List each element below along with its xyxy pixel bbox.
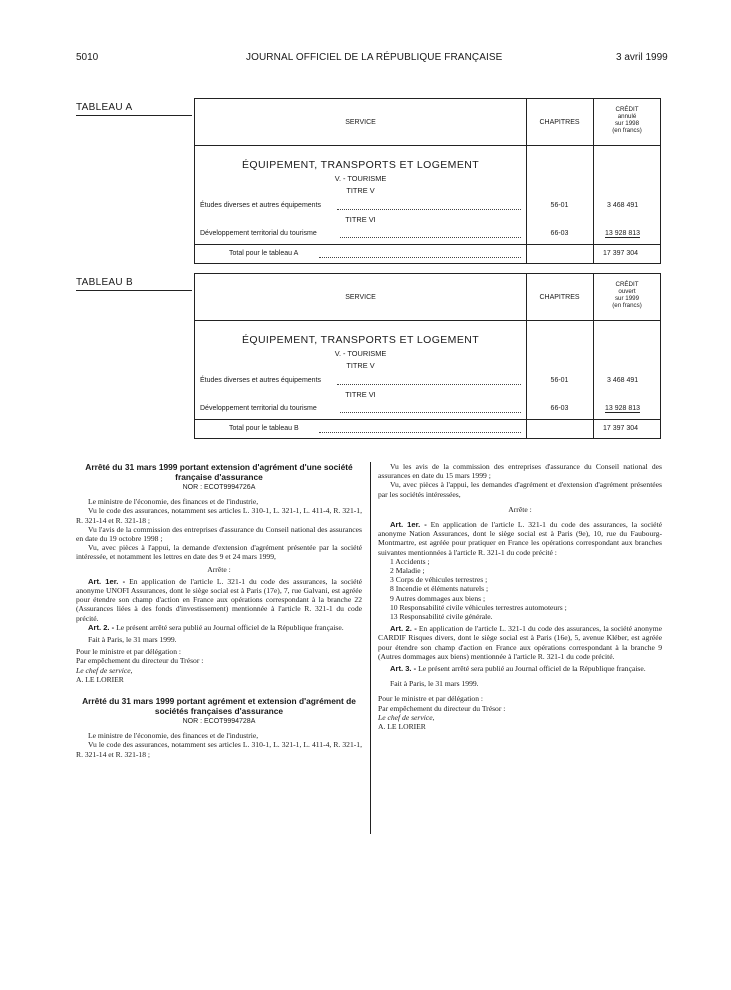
branch-item: 8 Incendie et éléments naturels ;	[390, 584, 489, 594]
table-a-col-credit: CRÉDIT annulé sur 1998 (en francs)	[612, 106, 642, 134]
decree-1-vu-code: Vu le code des assurances, notamment ses articles L. 310-1, L. 321-1, L. 411-4, R. 321-1, R. 321-14 et R. 321-18 ;	[76, 506, 362, 525]
table-b-col-chapitres: CHAPITRES	[539, 294, 580, 301]
decree-1-article-2: Art. 2. - Le présent arrêté sera publié au Journal officiel de la République française.	[88, 622, 344, 632]
decree-1-title: Arrêté du 31 mars 1999 portant extension d'agrément d'une société française d'assurance	[85, 462, 353, 482]
column-divider	[370, 462, 371, 834]
decree-1-signature-line-1: Pour le ministre et par délégation :	[76, 647, 182, 657]
table-a-ministry: ÉQUIPEMENT, TRANSPORTS ET LOGEMENT	[241, 159, 480, 171]
decree-2-vu-avis: Vu les avis de la commission des entreprises d'assurance du Conseil national des assurances en date du 15 mars 1999 ;	[378, 462, 662, 481]
decree-2-signatory: A. LE LORIER	[378, 722, 426, 732]
decree-2-fait: Fait à Paris, le 31 mars 1999.	[390, 679, 479, 689]
table-a-col-service: SERVICE	[345, 119, 376, 126]
table-b-label: TABLEAU B	[76, 277, 133, 288]
decree-2-minister: Le ministre de l'économie, des finances et de l'industrie,	[88, 731, 259, 741]
issue-date: 3 avril 1999	[616, 52, 668, 63]
decree-2-vu-demandes: Vu, avec pièces à l'appui, les demandes d'agrément et d'extension d'agrément présentées par les sociétés intéressées,	[378, 480, 662, 499]
decree-1-signature-line-2: Par empêchement du directeur du Trésor :	[76, 656, 204, 666]
table-b-total-label: Total pour le tableau B	[229, 425, 299, 432]
table-a-titre-v: TITRE V	[346, 186, 375, 195]
decree-1-vu-avis: Vu l'avis de la commission des entreprises d'assurance du Conseil national des assurances en date du 19 octobre 1998 ;	[76, 524, 362, 544]
table-b-row2-label: Développement territorial du tourisme	[200, 405, 317, 412]
decree-2-arrete: Arrête :	[508, 504, 532, 514]
branch-item: 9 Autres dommages aux biens ;	[390, 593, 486, 603]
right-column	[378, 462, 662, 731]
decree-2-signature-line-2: Par empêchement du directeur du Trésor :	[378, 703, 506, 713]
table-b-total-amount: 17 397 304	[603, 425, 639, 432]
decree-2-article-1: Art. 1er. - En application de l'article L. 321-1 du code des assurances, la société anonyme Nation Assurances, dont le siège social est à Paris (9e), 10, rue du Faubourg-Montmartre, est agréée pour pratiquer en France les opérations correspondant aux branches suivantes mentionnées à l'article R. 321-1 du code précité :	[378, 520, 662, 557]
table-b-row2-chapter: 66-03	[550, 405, 569, 412]
table-b-row1-label: Études diverses et autres équipements	[200, 377, 322, 384]
table-a-col-chapitres: CHAPITRES	[539, 119, 580, 126]
table-b-row2-amount: 13 928 813	[605, 405, 641, 412]
journal-title: JOURNAL OFFICIEL DE LA RÉPUBLIQUE FRANÇAISE	[246, 52, 503, 63]
decree-2-article-3: Art. 3. - Le présent arrêté sera publié au Journal officiel de la République française.	[390, 664, 646, 674]
decree-1-signatory: A. LE LORIER	[76, 674, 124, 684]
table-b-titre-v: TITRE V	[346, 361, 375, 370]
page-number: 5010	[76, 52, 99, 63]
table-a-titre-vi: TITRE VI	[345, 215, 376, 224]
branch-item: 10 Responsabilité civile véhicules terrestres automoteurs ;	[390, 602, 567, 612]
branch-item: 1 Accidents ;	[390, 556, 430, 566]
table-b-ministry: ÉQUIPEMENT, TRANSPORTS ET LOGEMENT	[241, 334, 480, 346]
decree-1-article-1: Art. 1er. - En application de l'article L. 321-1 du code des assurances, la société anonyme UNOFI Assurances, dont le siège social est à Paris (17e), 7, rue Galvani, est agréée pour étendre son champ d'action en France aux opérations correspondant à la branche 22 (Assurances liées à des fonds d'investissement) mentionnée à l'article R. 321-1 du code précité.	[76, 576, 362, 623]
table-b-label-rule	[76, 290, 192, 291]
table-b-col-service: SERVICE	[345, 294, 376, 301]
decree-1-arrete: Arrête :	[207, 564, 231, 574]
decree-1-vu-demande: Vu, avec pièces à l'appui, la demande d'extension d'agrément présentée par la société intéressée, et notamment les lettres en date des 9 et 24 mars 1999,	[76, 543, 362, 562]
left-column	[76, 462, 362, 759]
decree-2-vu-code: Vu le code des assurances, notamment ses articles L. 310-1, L. 321-1, L. 411-4, R. 321-1, R. 321-14 et R. 321-18 ;	[76, 740, 362, 759]
branch-item: 13 Responsabilité civile générale.	[390, 612, 493, 622]
table-b-section: V. - TOURISME	[334, 349, 387, 358]
table-a-row1-chapter: 56-01	[550, 202, 569, 209]
table-a-total-label: Total pour le tableau A	[229, 250, 299, 257]
table-b	[194, 273, 661, 439]
table-a-total-amount: 17 397 304	[603, 250, 639, 257]
decree-2-article-2: Art. 2. - En application de l'article L. 321-1 du code des assurances, la société anonyme CARDIF Risques divers, dont le siège social est à Paris (16e), 5, avenue Kléber, est agréée pour étendre son champ d'action en France aux opérations correspondant à la branche 9 (Autres dommages aux biens) mentionnée à l'article R. 321-1 du code précité.	[378, 624, 662, 661]
decree-2-signature-line-3: Le chef de service,	[378, 712, 435, 722]
branch-item: 3 Corps de véhicules terrestres ;	[390, 575, 488, 585]
table-b-col-credit: CRÉDIT ouvert sur 1999 (en francs)	[612, 281, 642, 309]
decree-2-nor: NOR : ECOT9994728A	[182, 718, 256, 726]
branch-item: 2 Maladie ;	[390, 566, 425, 576]
decree-1-nor: NOR : ECOT9994726A	[182, 484, 256, 491]
table-a-row2-chapter: 66-03	[550, 230, 569, 237]
decree-1-fait: Fait à Paris, le 31 mars 1999.	[88, 635, 177, 645]
table-a-row2-label: Développement territorial du tourisme	[200, 230, 317, 237]
table-a-label-rule	[76, 115, 192, 116]
table-a-section: V. - TOURISME	[334, 174, 387, 183]
table-b-row1-chapter: 56-01	[550, 377, 569, 384]
decree-2-title: Arrêté du 31 mars 1999 portant agrément et extension d'agrément de sociétés françaises d'assurance	[82, 696, 356, 717]
table-b-titre-vi: TITRE VI	[345, 390, 376, 399]
decree-2-signature-line-1: Pour le ministre et par délégation :	[378, 694, 484, 704]
table-a-row1-label: Études diverses et autres équipements	[200, 202, 322, 209]
table-a	[194, 98, 661, 264]
table-a-label: TABLEAU A	[76, 102, 133, 113]
table-a-row1-amount: 3 468 491	[607, 202, 639, 209]
decree-1-minister: Le ministre de l'économie, des finances et de l'industrie,	[88, 497, 259, 507]
decree-1-signature-line-3: Le chef de service,	[76, 665, 133, 675]
table-a-row2-amount: 13 928 813	[605, 230, 641, 237]
table-b-row1-amount: 3 468 491	[607, 377, 639, 384]
branch-list	[378, 557, 662, 621]
